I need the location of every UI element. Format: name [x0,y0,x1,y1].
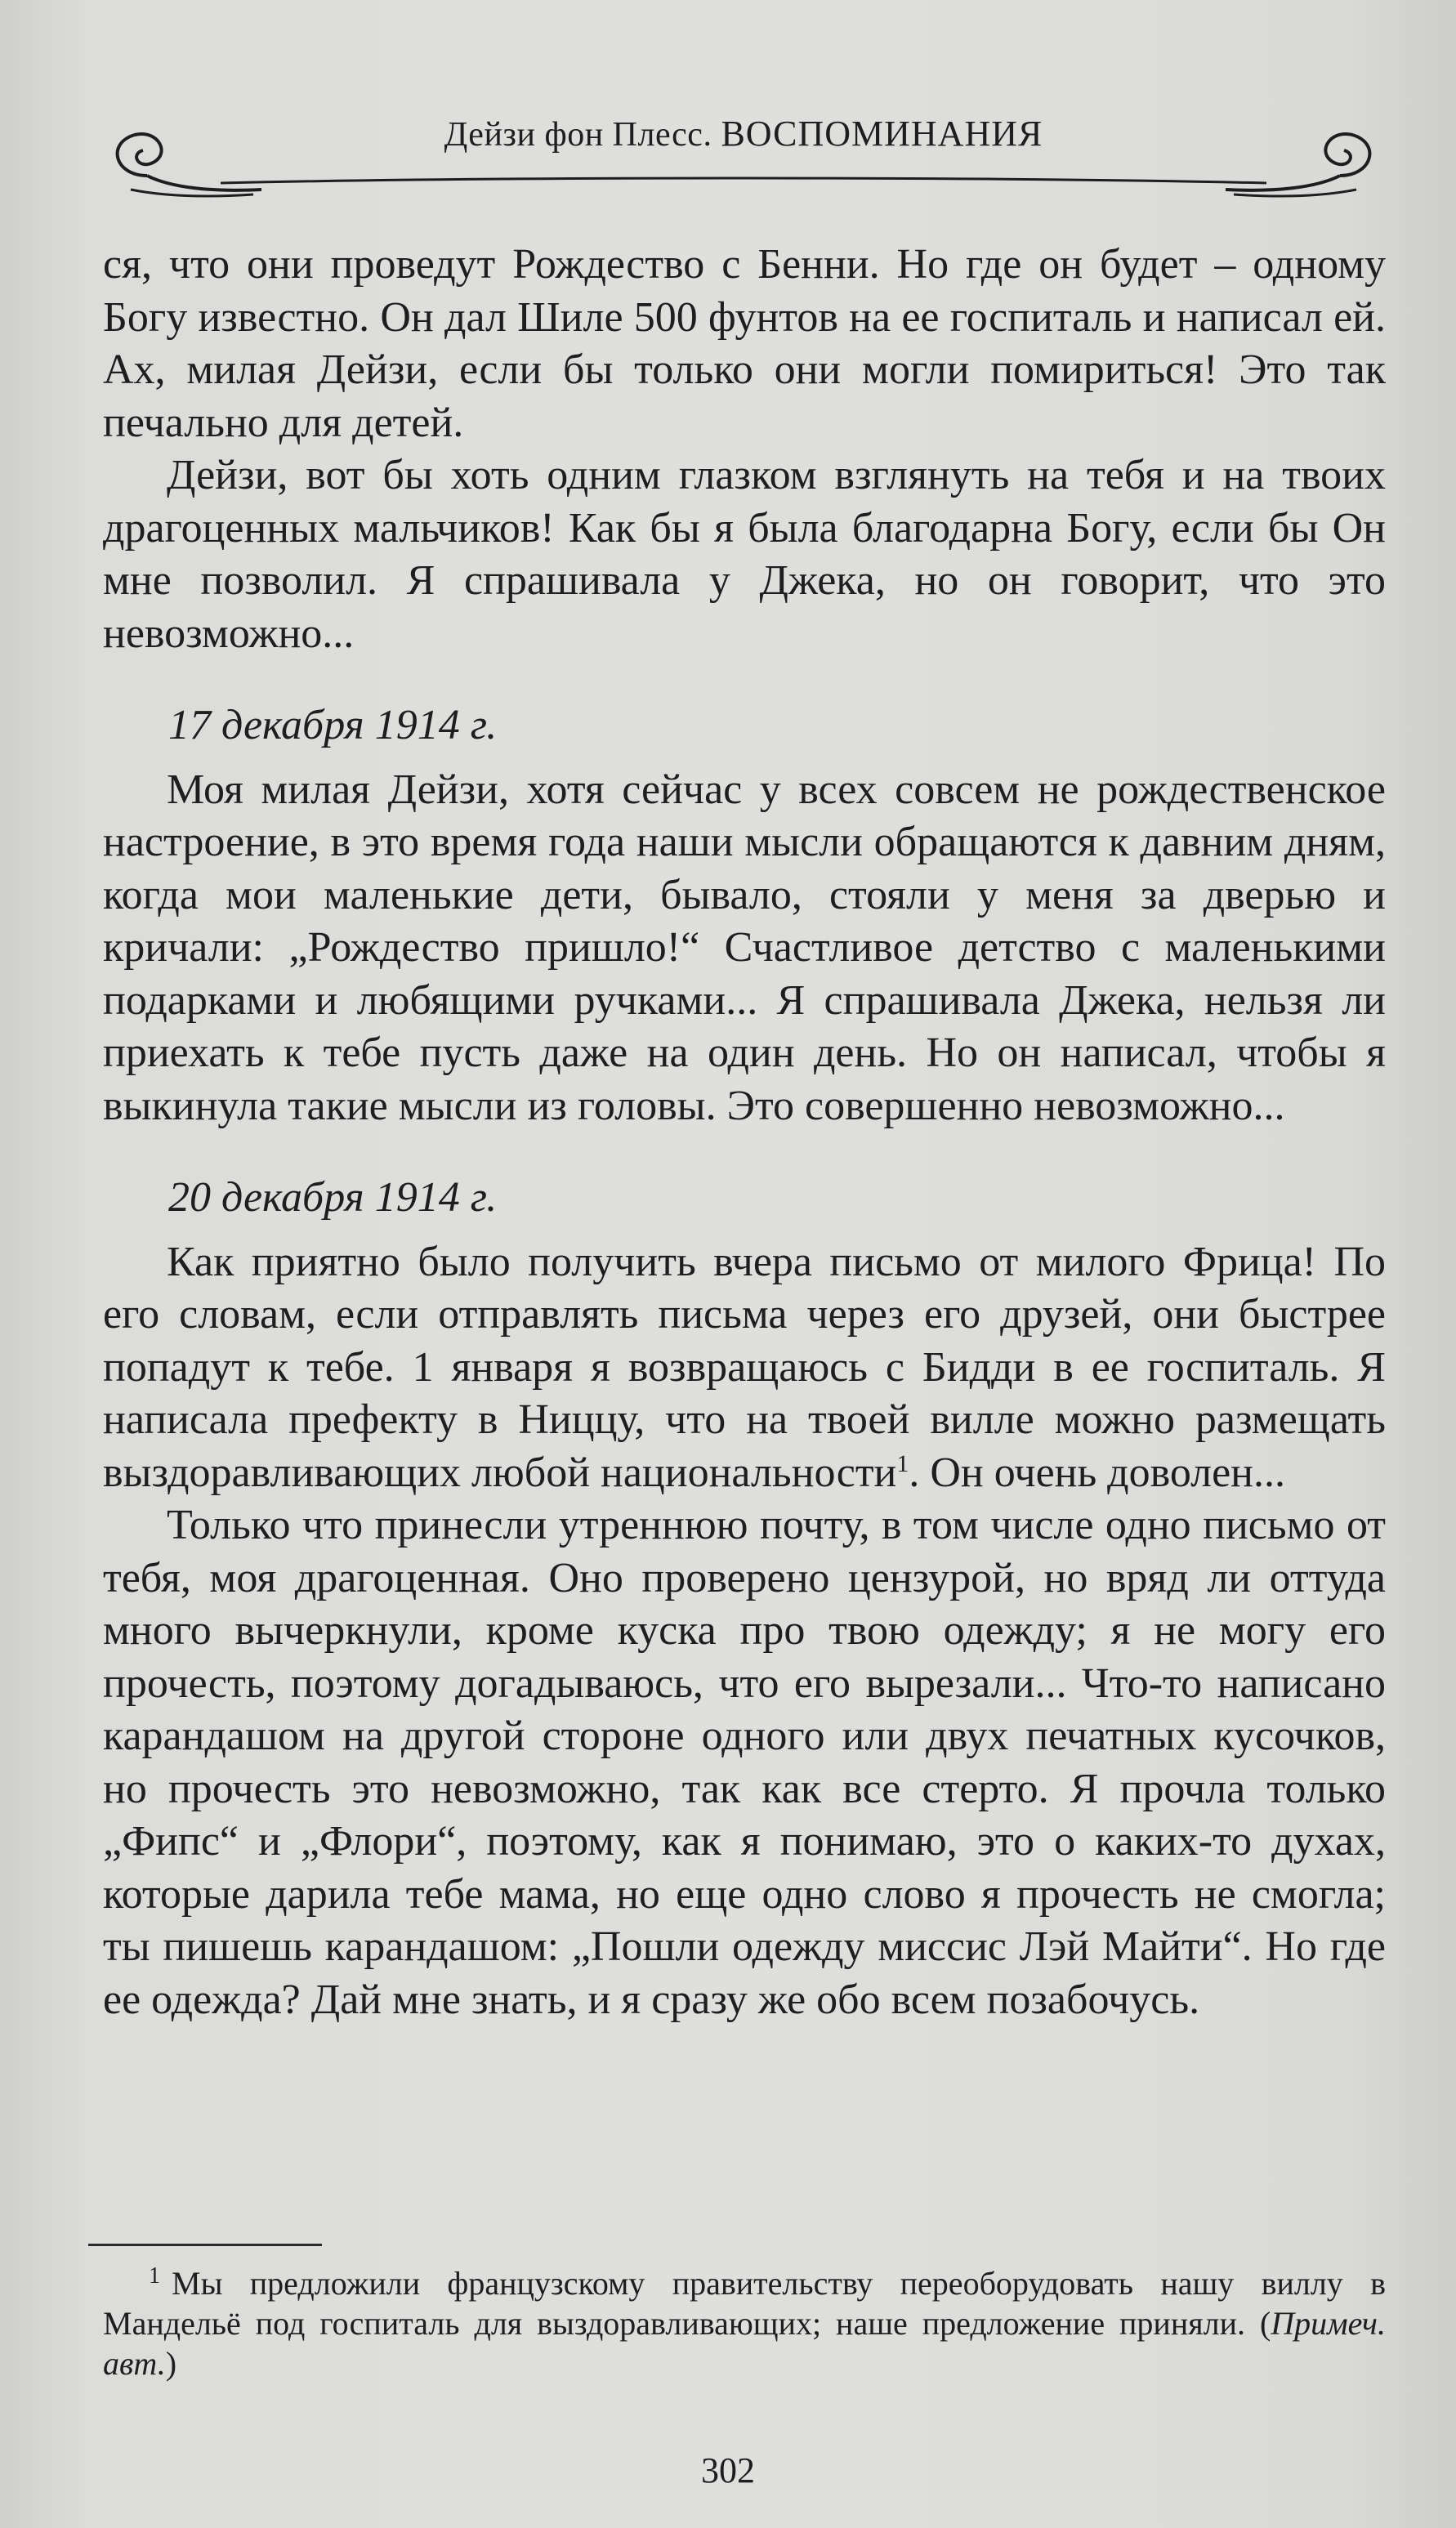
footnote-mark: 1 [149,2263,160,2289]
paragraph: Дейзи, вот бы хоть одним глазком взглянуть на тебя и на твоих драгоценных мальчиков! Как бы я была благодарна Богу, если бы Он мне позволил. Я спрашивала у Джека, но он говорит, что это невозможно... [103,452,1386,657]
footnote-close: ) [165,2345,177,2382]
footnote-author-note: Примеч. авт. [103,2305,1386,2382]
running-header [98,98,1389,221]
paragraph-text: Как приятно было получить вчера письмо от милого Фрица! По его словам, если отправлять письма через его друзей, они быстрее попадут к тебе. 1 января я возвращаюсь с Бидди в ее госпиталь. Я написала префекту в Ниццу, что на твоей вилле можно размещать выздоравливающих любой национальности [103,1238,1386,1496]
footnote-reference: 1 [896,1449,909,1477]
footnote [103,2263,1386,2383]
footnote-divider [88,2244,322,2246]
footnote-text: Мы предложили французскому правительству переоборудовать нашу виллу в Мандельё под госпиталь для выздоравливающих; наше предложение приняли. ( [103,2265,1386,2342]
main-text [103,239,1386,2026]
paragraph [103,1236,1386,1500]
paragraph: Только что принесли утреннюю почту, в том числе одно письмо от тебя, моя драгоценная. Оно проверено цензурой, но вряд ли оттуда много вычеркнули, кроме куска про твою одежду; я не могу его прочесть, поэтому догадываюсь, что его вырезали... Что-то написано карандашом на другой стороне одного или двух печатных кусочков, но прочесть это невозможно, так как все стерто. Я прочла только „Фипс“ и „Флори“, поэтому, как я понимаю, это о каких-то духах, которые дарила тебе мама, но еще одно слово я прочесть не смогла; ты пишешь карандашом: „Пошли одежду миссис Лэй Майти“. Но где ее одежда? Дай мне знать, и я сразу же обо всем позабочусь. [103,1502,1386,2023]
entry-date: 20 декабря 1914 г. [168,1174,498,1221]
footnote-paragraph [103,2263,1386,2383]
entry-date: 17 декабря 1914 г. [168,702,498,748]
header-title [98,113,1389,154]
paragraph-text-end: . Он очень доволен... [909,1449,1286,1496]
page-number: 302 [701,2450,755,2490]
header-book-title: ВОСПОМИНАНИЯ [721,114,1043,154]
paragraph-continuation: ся, что они проведут Рождество с Бенни. Но где он будет – одному Богу известно. Он дал Шиле 500 фунтов на ее госпиталь и написал ей. Ах, милая Дейзи, если бы только они могли помириться! Это так печально для детей. [103,241,1386,446]
paragraph: Моя милая Дейзи, хотя сейчас у всех совсем не рождественское настроение, в это время года наши мысли обращаются к давним дням, когда мои маленькие дети, бывало, стояли у меня за дверью и кричали: „Рождество пришло!“ Счастливое детство с маленькими подарками и любящими ручками... Я спрашивала Джека, нельзя ли приехать к тебе пусть даже на один день. Но он написал, чтобы я выкинула такие мысли из головы. Это совершенно невозможно... [103,766,1386,1129]
header-author: Дейзи фон Плесс. [444,116,712,154]
